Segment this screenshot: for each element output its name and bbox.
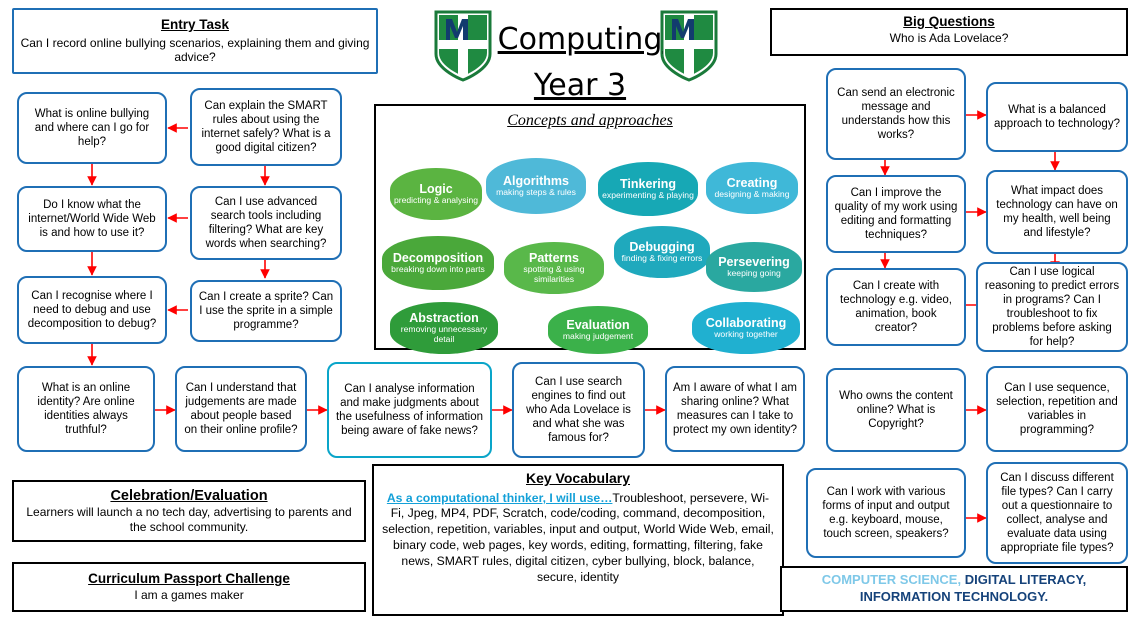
page-title-line1: Computing — [497, 22, 663, 57]
concept-name: Evaluation — [566, 317, 630, 332]
box-text: What is an online identity? Are online identities always truthful? — [37, 381, 135, 437]
strand-literacy-it: DIGITAL LITERACY, INFORMATION TECHNOLOGY. — [859, 572, 1087, 604]
big-questions-heading: Big Questions — [903, 14, 995, 29]
concepts-heading: Concepts and approaches — [507, 112, 673, 129]
question-electronic-message — [826, 68, 966, 160]
question-advanced-search — [190, 186, 342, 260]
concept-debugging — [614, 226, 710, 278]
concept-name: Algorithms — [503, 173, 569, 188]
concept-persevering — [706, 242, 802, 292]
question-smart-rules — [190, 88, 342, 166]
concept-abstraction — [390, 302, 498, 354]
big-questions-text: Who is Ada Lovelace? — [889, 30, 1009, 45]
concept-name: Logic — [419, 181, 453, 196]
concept-sub: experimenting & playing — [602, 190, 694, 201]
question-create-sprite — [190, 280, 342, 342]
box-text: Can I discuss different file types? Can I carry out a questionnaire to collect, analyse and evaluate data using appropriate file types? — [1000, 471, 1114, 555]
box-text: Can I create a sprite? Can I use the sprite in a simple programme? — [198, 290, 334, 331]
box-text: Can I create with technology e.g. video, animation, book creator? — [840, 279, 952, 335]
question-copyright — [826, 368, 966, 452]
question-judgements-profile — [175, 366, 307, 452]
question-sharing-online — [665, 366, 805, 452]
concept-name: Creating — [726, 175, 778, 190]
concept-logic — [390, 168, 482, 220]
box-text: Can I use logical reasoning to predict errors in programs? Can I troubleshoot to fix problems before asking for help? — [984, 265, 1120, 349]
concept-name: Debugging — [629, 239, 695, 254]
question-logical-reasoning-errors — [976, 262, 1128, 352]
box-text: Can I use advanced search tools including filtering? What are key words when searching? — [205, 195, 327, 251]
celebration-heading: Celebration/Evaluation — [110, 487, 268, 504]
box-text: Can I use sequence, selection, repetition and variables in programming? — [996, 381, 1118, 437]
concept-patterns — [504, 242, 604, 294]
question-online-identity — [17, 366, 155, 452]
question-analyse-information — [327, 362, 492, 458]
box-text: Can I improve the quality of my work using editing and formatting techniques? — [834, 186, 958, 242]
concept-sub: removing unnecessary detail — [400, 324, 488, 345]
box-text: Can explain the SMART rules about using the internet safely? What is a good digital citizen? — [201, 99, 331, 155]
concept-sub: making steps & rules — [496, 187, 576, 198]
question-technology-health — [986, 170, 1128, 254]
question-search-engines-ada — [512, 362, 645, 458]
box-text: What is online bullying and where can I go for help? — [34, 107, 150, 148]
concept-sub: keeping going — [727, 268, 781, 279]
question-editing-formatting — [826, 175, 966, 253]
concept-sub: predicting & analysing — [393, 195, 479, 206]
box-text: Am I aware of what I am sharing online? What measures can I take to protect my own identity? — [673, 381, 798, 437]
concept-evaluation — [548, 306, 648, 354]
question-online-bullying-help — [17, 92, 167, 164]
concept-algorithms — [486, 158, 586, 214]
concept-name: Persevering — [718, 254, 790, 269]
passport-heading: Curriculum Passport Challenge — [88, 571, 290, 587]
box-text: Can I recognise where I need to debug and use decomposition to debug? — [27, 289, 157, 330]
concept-sub: finding & fixing errors — [621, 253, 703, 264]
concept-sub: spotting & using similarities — [523, 264, 585, 285]
box-text: Do I know what the internet/World Wide Web is and how to use it? — [28, 198, 156, 239]
concept-name: Decomposition — [392, 250, 484, 265]
concept-name: Collaborating — [705, 315, 787, 330]
page-title-line2: Year 3 — [533, 68, 627, 103]
box-text: Who owns the content online? What is Copyright? — [839, 389, 953, 430]
box-text: Can I work with various forms of input and output e.g. keyboard, mouse, touch screen, speakers? — [822, 485, 950, 541]
question-www-internet — [17, 186, 167, 252]
strands-footer-panel — [780, 566, 1128, 612]
big-questions-panel — [770, 8, 1128, 56]
concept-sub: making judgement — [562, 331, 634, 342]
concept-sub: breaking down into parts — [391, 264, 485, 275]
celebration-panel — [12, 480, 366, 542]
concept-collaborating — [692, 302, 800, 354]
concept-sub: working together — [714, 329, 778, 340]
question-balanced-approach — [986, 82, 1128, 152]
celebration-text: Learners will launch a no tech day, advertising to parents and the school community. — [26, 505, 352, 535]
concepts-panel — [374, 104, 806, 350]
concept-tinkering — [598, 162, 698, 216]
passport-text: I am a games maker — [134, 587, 244, 602]
vocabulary-heading: Key Vocabulary — [525, 470, 630, 486]
box-text: Can I use search engines to find out who Ada Lovelace is and what she was famous for? — [526, 375, 631, 445]
school-shield-logo-left — [434, 10, 492, 82]
question-create-with-technology — [826, 268, 966, 346]
key-vocabulary-panel — [372, 464, 784, 616]
entry-task-heading: Entry Task — [160, 17, 230, 33]
box-text: What impact does technology can have on my health, well being and lifestyle? — [996, 184, 1118, 240]
box-text: Can I understand that judgements are made about people based on their online profile? — [184, 381, 298, 437]
concept-sub: designing & making — [714, 189, 790, 200]
concept-creating — [706, 162, 798, 214]
concept-name: Abstraction — [409, 310, 479, 325]
question-input-output — [806, 468, 966, 558]
entry-task-text: Can I record online bullying scenarios, explaining them and giving advice? — [20, 35, 370, 65]
box-text: Can send an electronic message and understands how this works? — [837, 86, 955, 142]
curriculum-passport-panel — [12, 562, 366, 612]
concept-decomposition — [382, 236, 494, 290]
question-debug-decomposition — [17, 276, 167, 344]
vocabulary-body: Troubleshoot, persevere, Wi-Fi, Jpeg, MP4, PDF, Scratch, code/coding, command, decomposition, selection, repetition, variables, input and output, World Wide Web, email, binary code, web pages, key words, editing, formatting, filtering, fake news, SMART rules, digital citizen, cyber bullying, block, balance, secure, identity — [382, 490, 774, 584]
concept-name: Patterns — [528, 250, 580, 265]
question-sequence-selection-repetition — [986, 366, 1128, 452]
strand-computer-science: COMPUTER SCIENCE, — [821, 572, 962, 588]
vocabulary-lead: As a computational thinker, I will use… — [386, 490, 613, 505]
question-file-types-questionnaire — [986, 462, 1128, 564]
concept-name: Tinkering — [619, 176, 677, 191]
box-text: What is a balanced approach to technology? — [994, 103, 1120, 130]
entry-task-panel — [12, 8, 378, 74]
box-text: Can I analyse information and make judgments about the usefulness of information being aware of fake news? — [335, 382, 484, 438]
